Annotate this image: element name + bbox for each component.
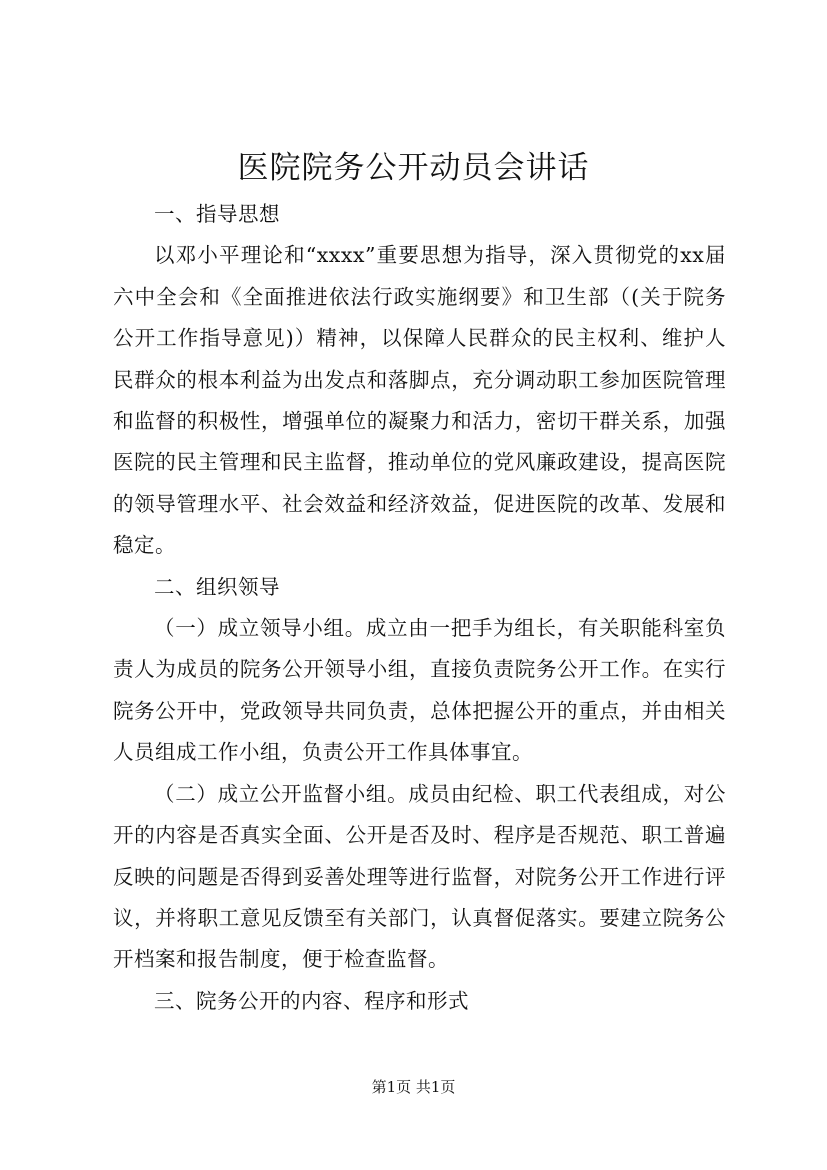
paragraph-supervision-group: （二）成立公开监督小组。成员由纪检、职工代表组成，对公开的内容是否真实全面、公开是否及时、程序是否规范、职工普遍反映的问题是否得到妥善处理等进行监督，对院务公开工作进行评议，并将职工意见反馈至有关部门，认真督促落实。要建立院务公开档案和报告制度，便于检查监督。: [113, 781, 726, 972]
section-heading-guiding-thought: 一、指导思想: [154, 202, 280, 226]
page-title: 医院院务公开动员会讲话: [237, 150, 590, 186]
page-number-footer: 第1页 共1页: [371, 1078, 456, 1096]
section-heading-organization: 二、组织领导: [154, 574, 280, 599]
paragraph-guiding-thought: 以邓小平理论和“xxxx”重要思想为指导，深入贯彻党的xx届六中全会和《全面推进依法行政实施纲要》和卫生部（(关于院务公开工作指导意见)）精神，以保障人民群众的民主权利、维护人民群众的根本利益为出发点和落脚点，充分调动职工参加医院管理和监督的积极性，增强单位的凝聚力和活力，密切干群关系，加强医院的民主管理和民主监督，推动单位的党风廉政建设，提高医院的领导管理水平、社会效益和经济效益，促进医院的改革、发展和稳定。: [113, 243, 726, 558]
paragraph-leadership-group: （一）成立领导小组。成立由一把手为组长，有关职能科室负责人为成员的院务公开领导小组，直接负责院务公开工作。在实行院务公开中，党政领导共同负责，总体把握公开的重点，并由相关人员组成工作小组，负责公开工作具体事宜。: [113, 616, 726, 765]
document-body: [113, 194, 726, 1022]
section-heading-content-procedure-form: 三、院务公开的内容、程序和形式: [154, 988, 469, 1013]
